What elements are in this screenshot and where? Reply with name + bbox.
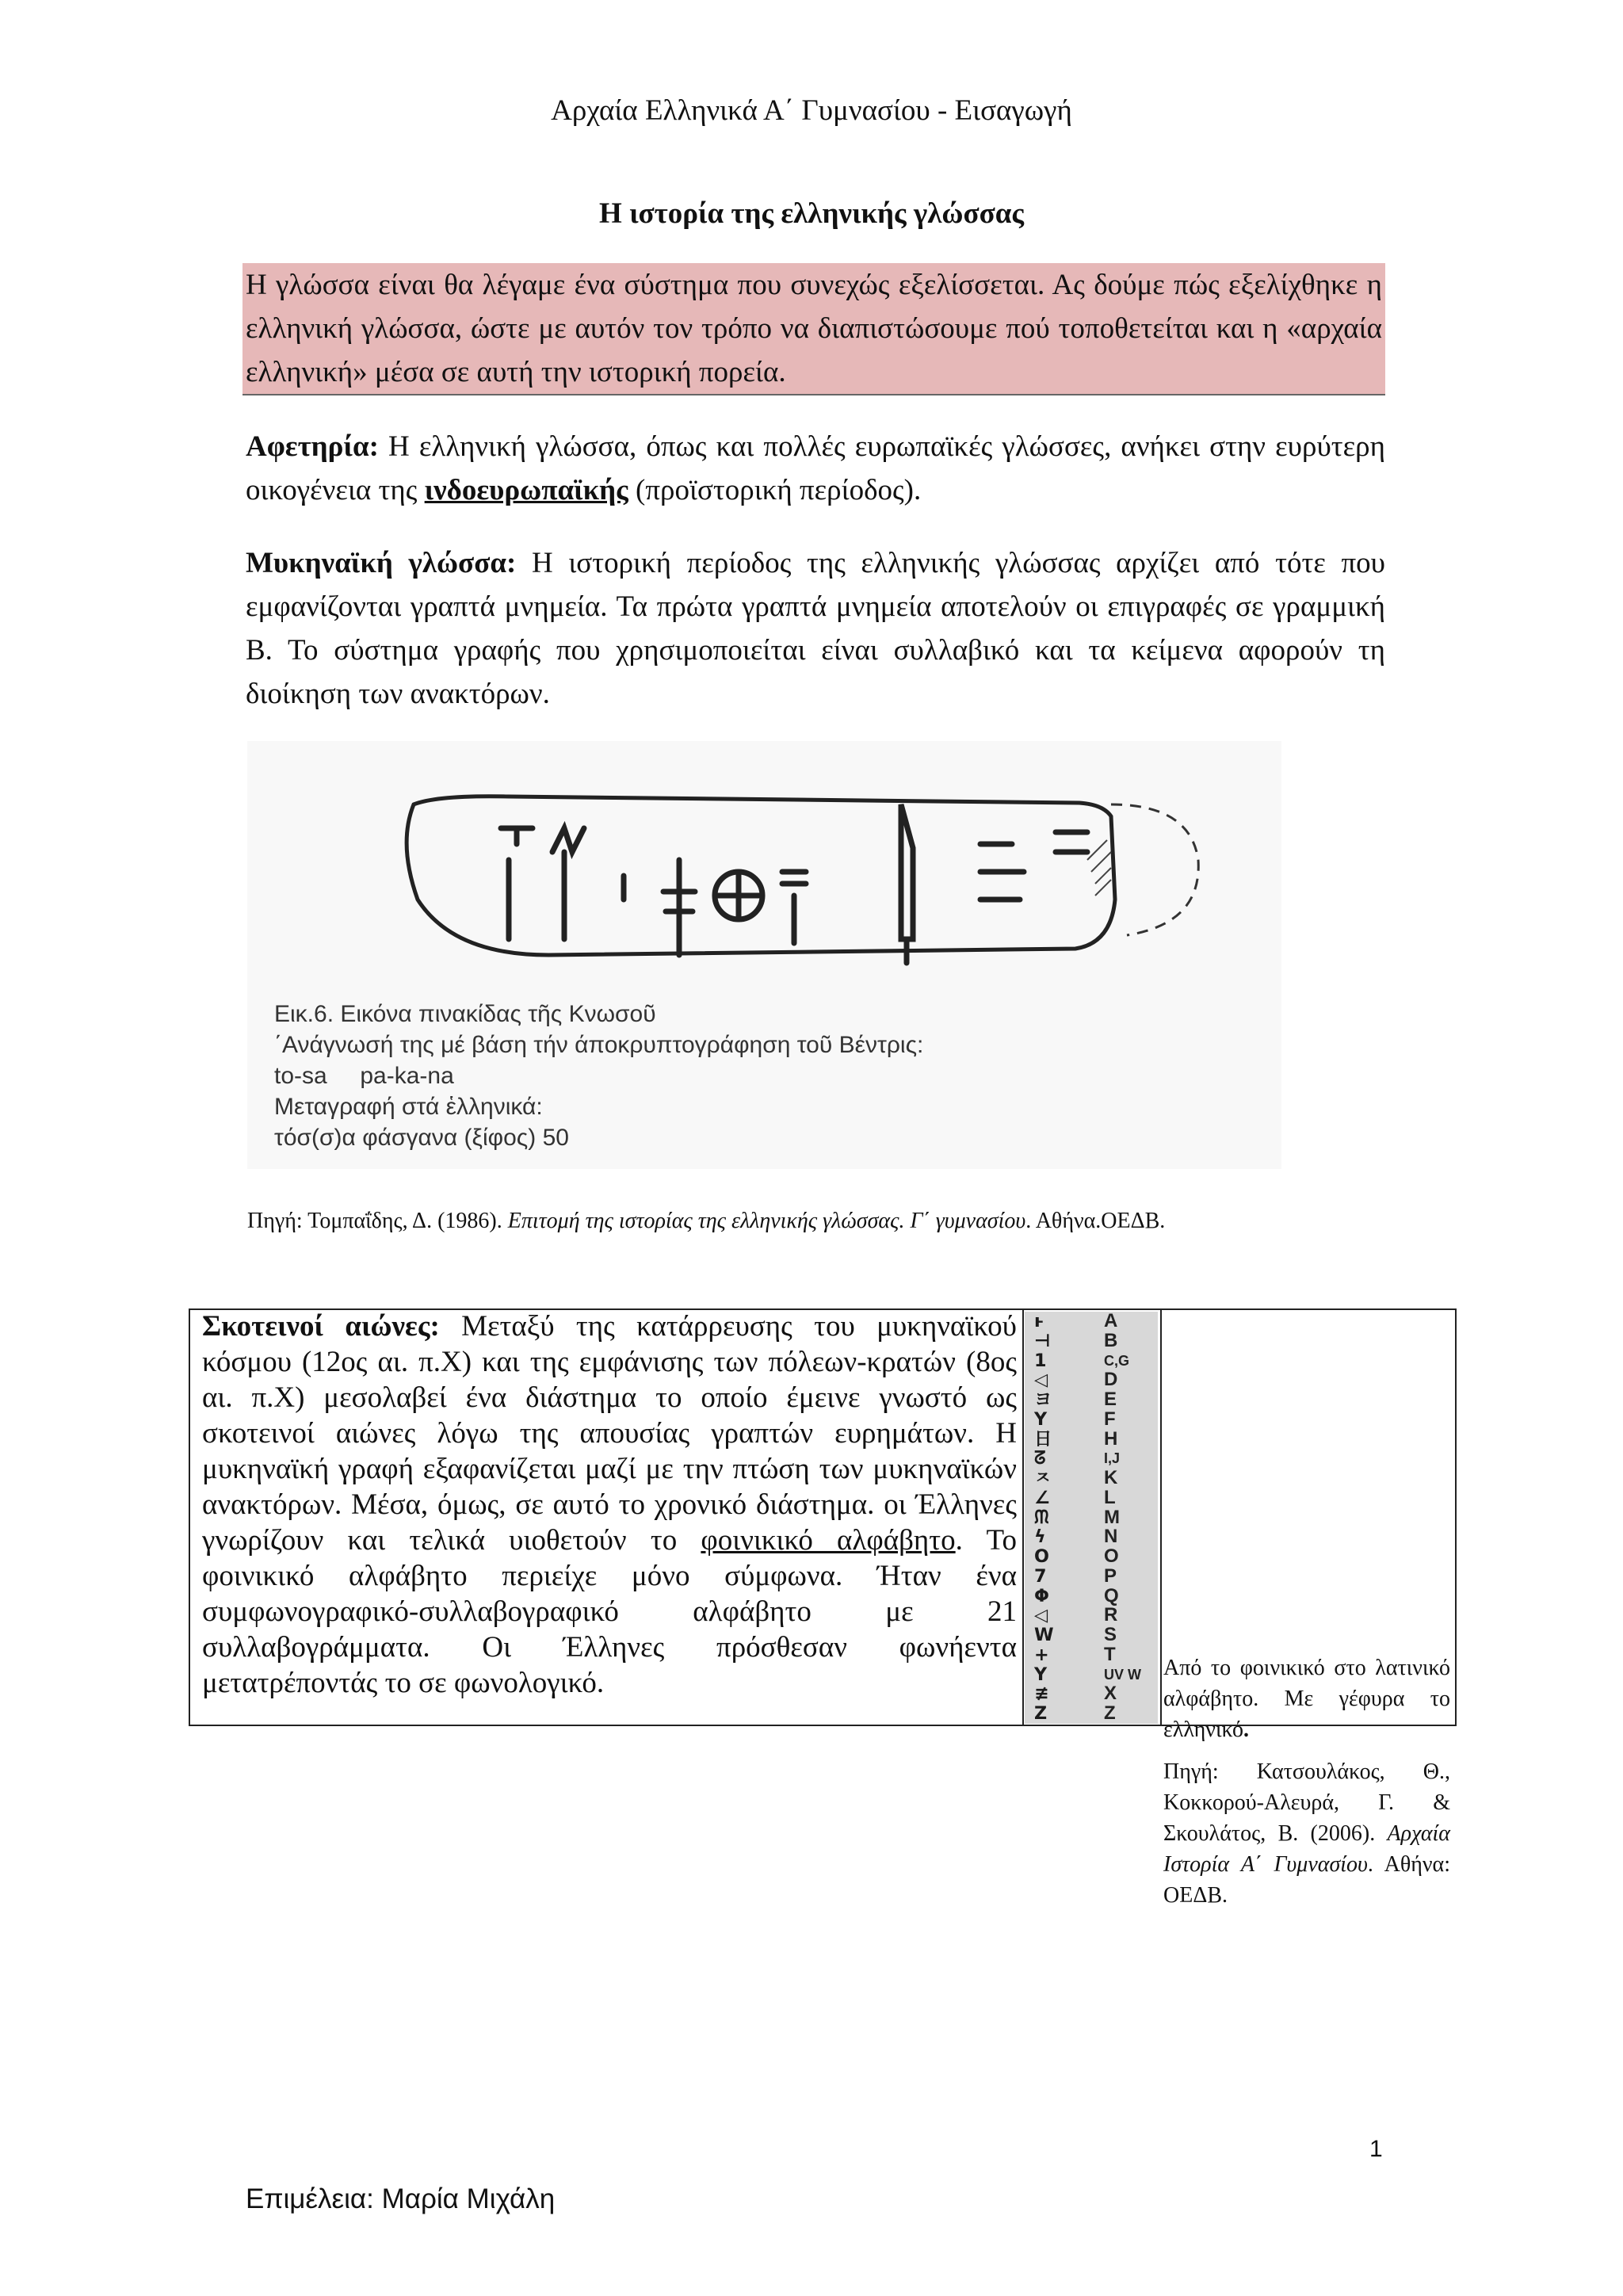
dark-ages-text-b: . Το φοινικικό αλφάβητο περιείχε μόνο σύμφωνα. Ήταν ένα συμφωνογραφικό-συλλαβογραφικό αλφάβητο με 21 συλλαβογράμματα. Οι Έλληνες πρόσθεσαν φωνήεντα μετατρέποντάς το σε φωνολογικό.	[202, 1524, 1017, 1699]
alphabet-row	[1025, 1564, 1158, 1587]
alphabet-row	[1025, 1312, 1158, 1331]
paragraph-mycenaean	[246, 541, 1385, 716]
figure-source	[247, 1205, 1385, 1237]
phoenician-letter: ◁	[1034, 1370, 1048, 1391]
alphabet-row	[1025, 1584, 1158, 1606]
phoenician-letter: ϟ	[1034, 1526, 1046, 1548]
alphabet-row	[1025, 1427, 1158, 1450]
latin-letter: P	[1104, 1564, 1117, 1587]
indo-european-term: ινδοευρωπαϊκής	[424, 474, 628, 506]
latin-letter: UV W	[1104, 1666, 1141, 1683]
latin-letter: I,J	[1104, 1450, 1121, 1467]
alphabet-citation: Πηγή: Κατσουλάκος, Θ., Κοκκορού-Αλευρά, Γ. & Σκουλάτος, Β. (2006). Αρχαία Ιστορία Α΄ Γυμνασίου. Αθήνα: ΟΕΔΒ.	[1163, 1759, 1451, 1908]
latin-letter: C,G	[1104, 1352, 1130, 1369]
phoenician-letter: Y	[1034, 1664, 1048, 1685]
caption-line-4: Μεταγραφή στά ἑλληνικά:	[274, 1094, 543, 1120]
alphabet-row	[1025, 1351, 1158, 1371]
phoenician-letter: ∠	[1034, 1487, 1050, 1508]
caption-line-5: τόσ(σ)α φάσγανα (ξίφος) 50	[274, 1125, 569, 1151]
phoenician-letter: ᙏ	[1034, 1507, 1049, 1528]
alphabet-row	[1025, 1665, 1158, 1685]
alphabet-row	[1025, 1469, 1158, 1488]
dark-ages-label: Σκοτεινοί αιώνες:	[202, 1310, 440, 1343]
alphabet-row	[1025, 1331, 1158, 1351]
phoenician-letter: 1	[1034, 1350, 1047, 1371]
mycenaean-label: Μυκηναϊκή γλώσσα:	[246, 547, 517, 579]
phoenician-letter: Y	[1034, 1408, 1048, 1430]
latin-letter: O	[1104, 1545, 1119, 1568]
source-publisher: . Αθήνα.ΟΕΔΒ.	[1025, 1209, 1166, 1233]
phoenician-letter: ᘔ	[1034, 1448, 1046, 1469]
figure-caption	[274, 999, 923, 1153]
latin-letter: D	[1104, 1369, 1118, 1391]
latin-letter: E	[1104, 1389, 1117, 1411]
intro-highlight-box: Η γλώσσα είναι θα λέγαμε ένα σύστημα που συνεχώς εξελίσσεται. Ας δούμε πώς εξελίχθηκε η ελληνική γλώσσα, ώστε με αυτόν τον τρόπο να διαπιστώσουμε πού τοποθετείται και η «αρχαία ελληνική» μέσα σε αυτή την ιστορική πορεία.	[242, 263, 1385, 395]
table-divider-2	[1160, 1308, 1162, 1726]
caption-line-2: ΄Ανάγνωσή της μέ βάση τήν άποκρυπτογράφηση τοῦ Βέντρις:	[274, 1032, 924, 1058]
caption-line-1: Εικ.6. Εικόνα πινακίδας τῆς Κνωσοῦ	[274, 1001, 656, 1027]
paragraph-origin	[246, 425, 1385, 512]
phoenician-letter: Φ	[1034, 1585, 1049, 1606]
origin-text-b: (προϊστορική περίοδος).	[628, 474, 922, 506]
alphabet-row	[1025, 1645, 1158, 1665]
alphabet-row	[1025, 1390, 1158, 1410]
latin-letter: F	[1104, 1408, 1116, 1430]
phoenician-letter: ⊣	[1034, 1330, 1051, 1351]
phoenician-letter: ⱶ	[1034, 1311, 1044, 1331]
dark-ages-text	[202, 1308, 1017, 1701]
phoenician-letter: W	[1034, 1625, 1054, 1646]
alphabet-row	[1025, 1410, 1158, 1430]
latin-letter: H	[1104, 1427, 1118, 1450]
phoenician-letter: +	[1034, 1644, 1049, 1665]
page-title: Η ιστορία της ελληνικής γλώσσας	[599, 197, 1024, 230]
source-author: Πηγή: Τομπαΐδης, Δ. (1986).	[247, 1209, 508, 1233]
mycenaean-text: Η ιστορική περίοδος της ελληνικής γλώσσας αρχίζει από τότε που εμφανίζονται γραπτά μνημεία. Τα πρώτα γραπτά μνημεία αποτελούν οι επιγραφές σε γραμμική Β. Το σύστημα γραφής που χρησιμοποιείται είναι συλλαβικό και τα κείμενα αφορούν τη διοίκηση των ανακτόρων.	[246, 547, 1386, 710]
latin-letter: A	[1104, 1310, 1118, 1331]
table-divider-1	[1022, 1308, 1024, 1726]
phoenician-letter: ◁	[1034, 1605, 1048, 1626]
page-header: Αρχαία Ελληνικά Α΄ Γυμνασίου - Εισαγωγή	[551, 94, 1072, 127]
dark-ages-text-a: Μεταξύ της κατάρρευσης του μυκηναϊκού κόσμου (12ος αι. π.Χ) και της εμφάνισης των πόλεων-κρατών (8ος αι. π.Χ) μεσολαβεί ένα διάστημα το οποίο έμεινε γνωστό ως σκοτεινοί αιώνες λόγω της απουσίας γραπτών ευρημάτων. Η μυκηναϊκή γραφή εξαφανίζεται μαζί με την πτώση των μυκηναϊκών ανακτόρων. Μέσα, όμως, σε αυτό το χρονικό διάστημα. οι Έλληνες γνωρίζουν και τελικά υιοθετούν το	[202, 1310, 1017, 1557]
phoenician-letter: ≢	[1034, 1683, 1049, 1705]
alphabet-row	[1025, 1488, 1158, 1508]
page-footer: Επιμέλεια: Μαρία Μιχάλη	[246, 2183, 556, 2214]
origin-label: Αφετηρία:	[246, 430, 379, 463]
caption-line-3: to-sa pa-ka-na	[274, 1063, 454, 1089]
latin-letter: S	[1104, 1624, 1117, 1646]
phoenician-letter: 7	[1034, 1565, 1047, 1587]
tablet-drawing	[247, 741, 1281, 979]
latin-letter: T	[1104, 1643, 1116, 1665]
latin-letter: B	[1104, 1329, 1118, 1351]
alphabet-row	[1025, 1449, 1158, 1469]
latin-letter: K	[1104, 1467, 1118, 1489]
origin-text-a: Η ελληνική γλώσσα, όπως και πολλές ευρωπαϊκές γλώσσες, ανήκει στην ευρύτερη οικογένεια της	[246, 430, 1385, 506]
latin-letter: Q	[1104, 1584, 1119, 1606]
latin-letter: Z	[1104, 1702, 1116, 1725]
source-title: Επιτομή της ιστορίας της ελληνικής γλώσσας. Γ΄ γυμνασίου	[507, 1209, 1026, 1233]
latin-letter: X	[1104, 1683, 1117, 1705]
alphabet-row	[1025, 1606, 1158, 1626]
phoenician-alphabet-term: φοινικικό αλφάβητο	[701, 1524, 956, 1557]
phoenician-letter: ヨ	[1034, 1389, 1052, 1411]
alphabet-row	[1025, 1547, 1158, 1567]
alphabet-row	[1025, 1508, 1158, 1528]
alphabet-row	[1025, 1684, 1158, 1704]
phoenician-letter: O	[1034, 1546, 1049, 1568]
latin-letter: N	[1104, 1526, 1118, 1548]
alphabet-chart	[1025, 1312, 1158, 1724]
phoenician-letter: Z	[1034, 1703, 1048, 1725]
phoenician-letter: ㅈ	[1034, 1468, 1052, 1489]
alphabet-source	[1163, 1652, 1450, 2077]
latin-letter: R	[1104, 1604, 1118, 1626]
phoenician-letter: 日	[1034, 1428, 1052, 1450]
latin-letter: M	[1104, 1506, 1120, 1528]
alphabet-row	[1025, 1704, 1158, 1724]
linear-b-tablet-figure	[247, 741, 1281, 1169]
alphabet-caption: Από το φοινικικό στο λατινικό αλφάβητο. Με γέφυρα το ελληνικό.	[1163, 1656, 1450, 1742]
alphabet-row	[1025, 1527, 1158, 1547]
alphabet-row	[1025, 1370, 1158, 1390]
alphabet-row	[1025, 1626, 1158, 1645]
latin-letter: L	[1104, 1486, 1116, 1508]
page-number: 1	[1369, 2136, 1383, 2162]
